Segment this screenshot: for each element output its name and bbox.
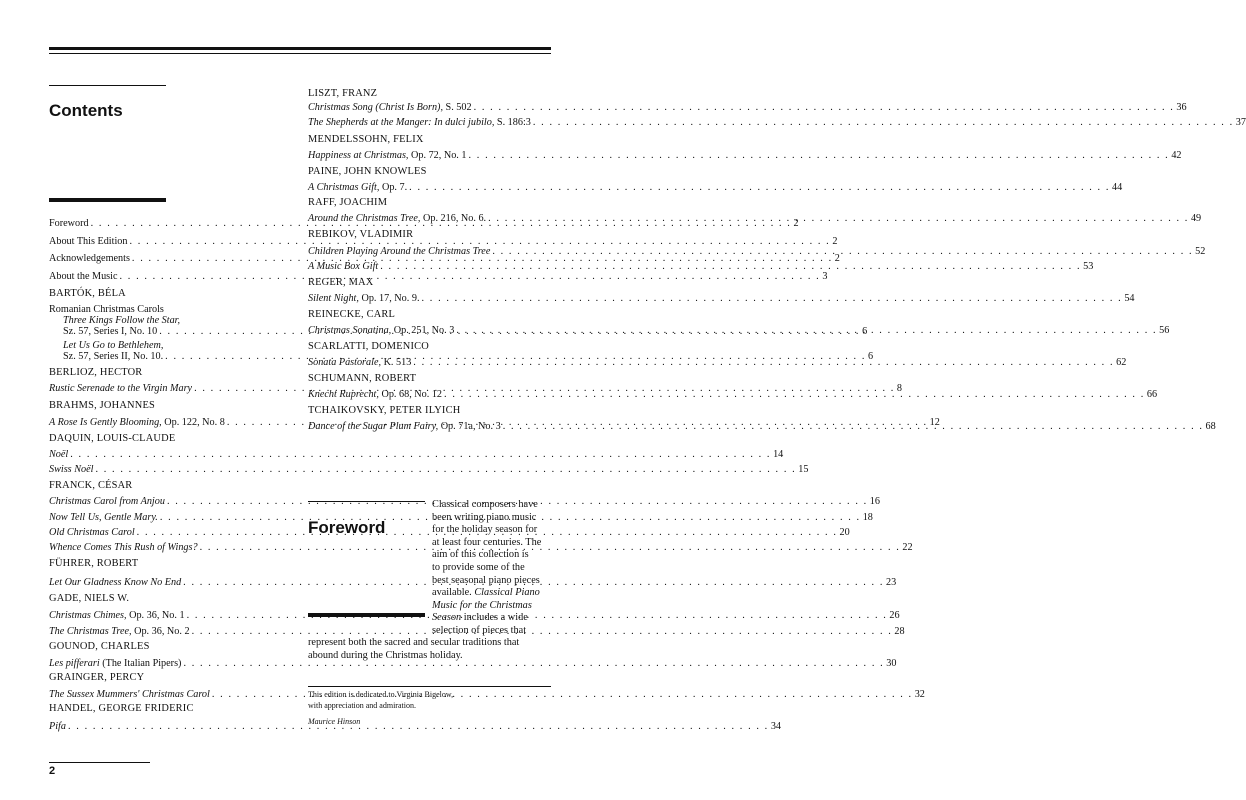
toc-entry[interactable]: Children Playing Around the Christmas Tree . . . 52 (308, 247, 542, 257)
toc-entry[interactable]: The Sussex Mummers' Christmas Carol . . . 32 (49, 690, 284, 700)
composer-heading: TCHAIKOVSKY, PETER ILYICH (308, 405, 461, 416)
toc-entry[interactable]: Let Our Gladness Know No End . . . 23 (49, 578, 284, 588)
composer-heading: LISZT, FRANZ (308, 88, 378, 99)
toc-entry[interactable]: Foreword . . . 2 (49, 219, 284, 229)
collection-title: Romanian Christmas Carols (49, 304, 164, 315)
contents-title: Contents (49, 101, 123, 120)
dedication-signature: Maurice Hinson (308, 717, 361, 726)
composer-heading: SCARLATTI, DOMENICO (308, 341, 429, 352)
composer-heading: REINECKE, CARL (308, 309, 396, 320)
composer-heading: HANDEL, GEORGE FRIDERIC (49, 703, 194, 714)
composer-heading: GOUNOD, CHARLES (49, 641, 150, 652)
work-title: Let Us Go to Bethlehem, (63, 340, 164, 351)
toc-entry[interactable]: Sz. 57, Series I, No. 10 . . . 6 (63, 327, 284, 337)
page-number: 2 (49, 765, 56, 777)
toc-entry[interactable]: A Christmas Gift, Op. 7. . . . 44 (308, 183, 542, 193)
foreword-body-continued: represent both the sacred and secular traditions that abound during the Christmas holiday. (308, 637, 520, 661)
composer-heading: BRAHMS, JOHANNES (49, 400, 155, 411)
toc-entry[interactable]: Happiness at Christmas, Op. 72, No. 1 . . . 42 (308, 151, 542, 161)
foreword-title-rule (308, 501, 425, 502)
toc-entry[interactable]: Knecht Ruprecht, Op. 68, No. 12 . . . 66 (308, 390, 542, 400)
foreword-thick-rule (308, 613, 425, 617)
toc-entry[interactable]: Silent Night, Op. 17, No. 9. . . . 54 (308, 294, 542, 304)
toc-entry[interactable]: Les pifferari (The Italian Pipers) . . . 30 (49, 659, 284, 669)
toc-entry[interactable]: A Rose Is Gently Blooming, Op. 122, No. 8 . . . 12 (49, 418, 284, 428)
composer-heading: RAFF, JOACHIM (308, 197, 388, 208)
footer-rule (49, 762, 150, 763)
toc-entry[interactable]: About the Music . . . 3 (49, 272, 284, 282)
composer-heading: SCHUMANN, ROBERT (308, 373, 417, 384)
toc-entry[interactable]: Sz. 57, Series II, No. 10. . . . 6 (63, 352, 284, 362)
composer-heading: FRANCK, CÉSAR (49, 480, 133, 491)
composer-heading: REBIKOV, VLADIMIR (308, 229, 414, 240)
toc-entry[interactable]: Sonata Pastorale, K. 513 . . . 62 (308, 358, 542, 368)
dedication-rule (308, 686, 551, 687)
toc-entry[interactable]: About This Edition . . . 2 (49, 237, 284, 247)
toc-entry[interactable]: Around the Christmas Tree, Op. 216, No. 6. . . . 49 (308, 214, 542, 224)
toc-entry[interactable]: Pifa . . . 34 (49, 722, 284, 732)
composer-heading: MENDELSSOHN, FELIX (308, 134, 424, 145)
toc-entry[interactable]: Christmas Song (Christ Is Born), S. 502 . . . 36 (308, 103, 542, 113)
toc-entry[interactable]: Old Christmas Carol . . . 20 (49, 528, 284, 538)
composer-heading: REGER, MAX (308, 277, 374, 288)
composer-heading: GRAINGER, PERCY (49, 672, 145, 683)
work-title: Three Kings Follow the Star, (63, 315, 181, 326)
toc-entry[interactable]: Swiss Noël . . . 15 (49, 465, 284, 475)
dedication: This edition is dedicated to Virginia Bigelow, with appreciation and admiration. Maurice Hinson (308, 690, 454, 726)
foreword-body: Classical composers have been writing piano music for the holiday season for at least four centuries. The aim of this collection is to provide some of the best seasonal piano pieces available. Classical Piano Music for the Christmas Season includes a wide selection of pieces that (432, 499, 542, 636)
composer-heading: PAINE, JOHN KNOWLES (308, 166, 427, 177)
toc-entry[interactable]: Noël . . . 14 (49, 450, 284, 460)
composer-heading: DAQUIN, LOUIS-CLAUDE (49, 433, 176, 444)
toc-entry[interactable]: Acknowledgements . . . 2 (49, 254, 284, 264)
composer-heading: FÜHRER, ROBERT (49, 558, 139, 569)
composer-heading: BERLIOZ, HECTOR (49, 367, 143, 378)
toc-entry[interactable]: Christmas Chimes, Op. 36, No. 1 . . . 26 (49, 611, 284, 621)
toc-entry[interactable]: The Christmas Tree, Op. 36, No. 2 . . . 28 (49, 627, 284, 637)
toc-entry[interactable]: Christmas Sonatina, Op. 251, No. 3 . . . 56 (308, 326, 542, 336)
toc-entry[interactable]: The Shepherds at the Manger: In dulci jubilo, S. 186:3 . . . 37 (308, 118, 542, 128)
foreword-title: Foreword (308, 518, 386, 537)
toc-entry[interactable]: A Music Box Gift . . . 53 (308, 262, 542, 272)
toc-entry[interactable]: Rustic Serenade to the Virgin Mary . . . 8 (49, 384, 284, 394)
toc-entry[interactable]: Now Tell Us, Gentle Mary. . . . 18 (49, 513, 284, 523)
toc-entry[interactable]: Whence Comes This Rush of Wings? . . . 22 (49, 543, 284, 553)
toc-entry[interactable]: Christmas Carol from Anjou . . . 16 (49, 497, 284, 507)
composer-heading: GADE, NIELS W. (49, 593, 130, 604)
toc-entry[interactable]: Dance of the Sugar Plum Fairy, Op. 71a, No. 3 . . . 68 (308, 422, 542, 432)
composer-heading: BARTÓK, BÉLA (49, 288, 126, 299)
